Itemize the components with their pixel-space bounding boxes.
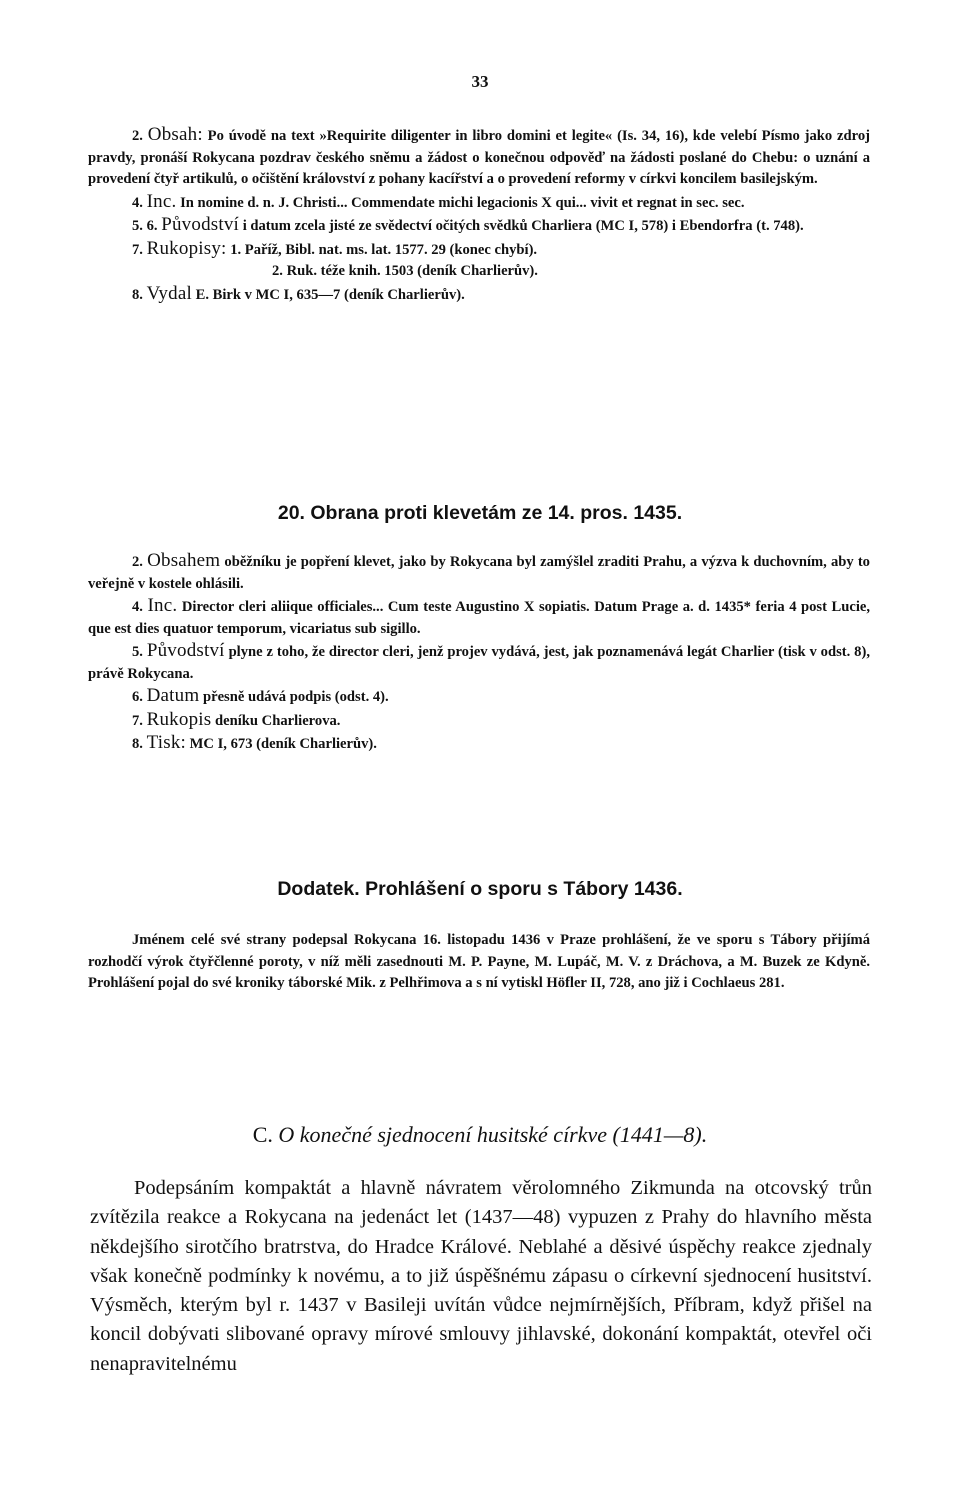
paragraph-number: 5.	[132, 644, 143, 660]
paragraph-text: MC I, 673 (deník Charlierův).	[189, 736, 377, 752]
paragraph-7-continued	[88, 261, 870, 283]
paragraph-text: E. Birk v MC I, 635—7 (deník Charlierův).	[195, 286, 465, 303]
section-title: O konečné sjednocení husitské církve (1441—8).	[278, 1122, 708, 1147]
section-obrana	[88, 550, 870, 756]
paragraph-2	[88, 550, 870, 595]
paragraph-number: 4.	[132, 194, 143, 211]
paragraph-lead: Inc.	[146, 190, 177, 212]
paragraph-2	[88, 124, 870, 191]
paragraph-lead: Tisk:	[146, 732, 186, 753]
paragraph-text: plyne z toho, že director cleri, jenž projev vydává, jest, jak poznamenává legát Charlier (tisk v odst. 8), právě Rokycana.	[88, 644, 870, 682]
paragraph-text: 2. Ruk. téže knih. 1503 (deník Charlierův).	[272, 263, 538, 279]
section-letter: C.	[252, 1122, 273, 1147]
paragraph-number: 7.	[132, 712, 143, 729]
paragraph-lead: Datum	[146, 685, 200, 706]
paragraph-number: 4.	[132, 599, 143, 615]
paragraph-text: oběžníku je popření klevet, jako by Rokycana byl zamýšlel zraditi Prahu, a výzva k duchovním, aby to veřejně v kostele ohlásili.	[88, 554, 870, 592]
paragraph-8	[88, 732, 870, 756]
paragraph-lead: Obsahem	[147, 550, 221, 571]
paragraph-dodatek: Jménem celé své strany podepsal Rokycana 16. listopadu 1436 v Praze prohlášení, že ve sporu s Tábory přijímá rozhodčí výrok čtyřčlenné poroty, v níž měli zasednouti M. P. Payne, M. Lupáč, M. V. z Dráchova, a M. Buzek ze Kdyně. Prohlášení pojal do své kroniky táborské Mik. z Pelhřimova a s ní vytiskl Höfler II, 728, ano již i Cochlaeus 281.	[88, 932, 870, 991]
paragraph-7	[88, 238, 870, 262]
paragraph-lead: Inc.	[147, 595, 178, 616]
paragraph-lead: Vydal	[146, 282, 192, 304]
paragraph-number: 2.	[132, 128, 143, 144]
paragraph-lead: Rukopis	[146, 708, 212, 730]
paragraph-number: 5. 6.	[132, 218, 158, 234]
paragraph-number: 7.	[132, 241, 143, 258]
paragraph-lead: Obsah:	[147, 124, 203, 145]
paragraph-number: 8.	[132, 286, 143, 303]
paragraph-lead: Rukopisy:	[146, 237, 227, 259]
page-number: 33	[471, 72, 489, 91]
paragraph-text: deníku Charlierova.	[215, 712, 341, 729]
paragraph-body: Podepsáním kompaktát a hlavně návratem věrolomného Zikmunda na otcovský trůn zvítězila reakce a Rokycana na jedenáct let (1437—48) vypuzen z Prahy do hlavního města někdejšího sirotčího bratrstva, do Hradce Králové. Neblahé a děsivé úspěchy reakce zjednaly však konečně podmínky k novému, a to již úspěšnému zápasu o církevní sjednocení husitství. Výsměch, kterým byl r. 1437 v Basileji uvítán vůdce nejmírnějších, Příbram, když přišel na koncil dobývati slibované opravy mírové smlouvy jihlavské, dokonání kompaktát, otevřel oči nenapravitelnému	[90, 1177, 872, 1375]
paragraph-5-6	[88, 214, 870, 238]
paragraph-number: 6.	[132, 689, 143, 705]
paragraph-text: Po úvodě na text »Requirite diligenter in libro domini et legite« (Is. 34, 16), kde velebí Písmo jako zdroj pravdy, pronáší Rokycana pozdrav českého sněmu a žádost o konečnou odpověď na žádosti poslané do Chebu: o uznání a provedení čtyř artikulů, o očištění království z pohany kacířství a o provedení reformy v církvi koncilem basilejským.	[88, 128, 870, 187]
section-heading-c	[0, 1122, 960, 1148]
section-heading-20: 20. Obrana proti klevetám ze 14. pros. 1435.	[277, 502, 683, 524]
paragraph-number: 2.	[132, 554, 143, 570]
paragraph-number: 8.	[132, 736, 143, 752]
paragraph-text: i datum zcela jisté ze svědectví očitých svědků Charliera (MC I, 578) i Ebendorfra (t. 748).	[242, 218, 804, 234]
paragraph-5	[88, 640, 870, 685]
paragraph-4	[88, 191, 870, 215]
paragraph-4	[88, 595, 870, 640]
paragraph-text: 1. Paříž, Bibl. nat. ms. lat. 1577. 29 (konec chybí).	[230, 241, 538, 258]
paragraph-6	[88, 685, 870, 709]
section-dodatek	[88, 930, 870, 995]
paragraph-7	[88, 709, 870, 733]
paragraph-text: In nomine d. n. J. Christi... Commendate michi legacionis X qui... vivit et regnat in sec. sec.	[180, 194, 745, 211]
section-obsah	[88, 124, 870, 306]
paragraph-lead: Původství	[161, 214, 240, 235]
paragraph-text: přesně udává podpis (odst. 4).	[202, 689, 389, 705]
paragraph-text: Director cleri aliique officiales... Cum teste Augustino X sopiatis. Datum Prage a. d. 1435* feria 4 post Lucie, que est dies quatuor temporum, vicariatus sub sigillo.	[88, 599, 871, 637]
section-heading-dodatek: Dodatek. Prohlášení o sporu s Tábory 1436.	[277, 878, 683, 900]
paragraph-8	[88, 283, 870, 307]
paragraph-lead: Původství	[146, 640, 225, 661]
